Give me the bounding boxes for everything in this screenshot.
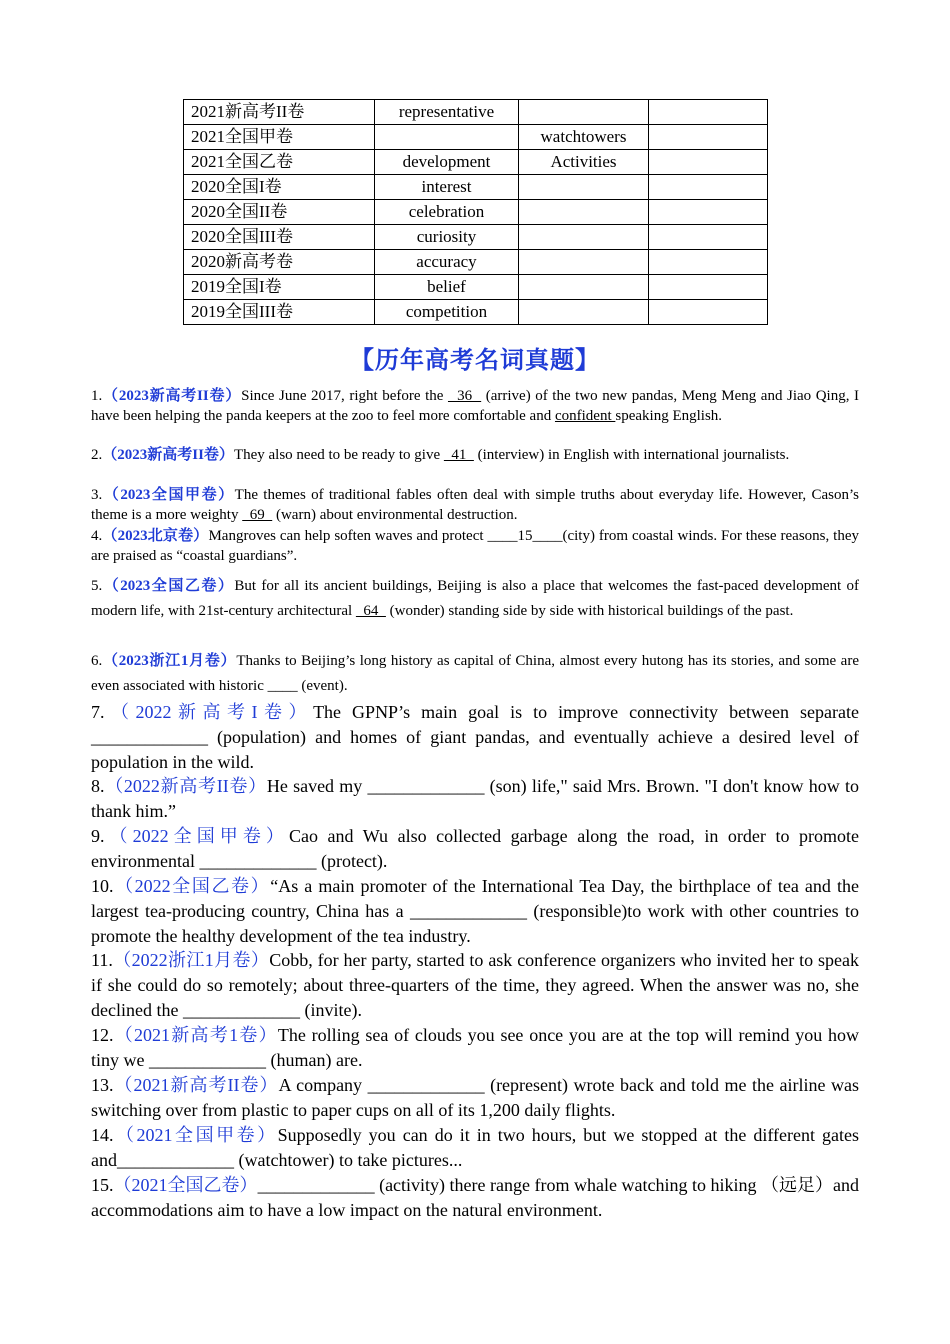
table-row — [184, 175, 768, 200]
question-source: （2021新高考1卷） — [113, 1025, 278, 1045]
question-number: 5. — [91, 578, 103, 594]
table-row — [184, 150, 768, 175]
question-number: 1. — [91, 388, 103, 404]
question-text: A company _____________ (represent) wrote back and told me the airline was switching over from plastic to paper cups on all of its 1,200 daily flights. — [91, 1075, 859, 1120]
question-14 — [91, 1123, 859, 1173]
table-row — [184, 225, 768, 250]
table-cell — [519, 275, 649, 300]
table-cell — [649, 275, 768, 300]
question-source: （2023新高考II卷） — [102, 388, 242, 404]
table-cell: watchtowers — [519, 125, 649, 150]
table-cell — [649, 175, 768, 200]
question-source: （2022新高考II卷） — [104, 776, 267, 796]
table-cell — [519, 250, 649, 275]
table-cell: 2021全国乙卷 — [184, 150, 375, 175]
table-row — [184, 300, 768, 325]
question-source: （2023全国甲卷） — [102, 487, 235, 503]
question-number: 2. — [91, 447, 103, 463]
question-5 — [91, 574, 859, 624]
question-source: （2022新高考I卷） — [104, 702, 314, 722]
table-row — [184, 125, 768, 150]
table-cell — [519, 300, 649, 325]
question-2 — [91, 446, 859, 466]
question-source: （2023全国乙卷） — [102, 578, 235, 594]
question-number: 14. — [91, 1125, 114, 1145]
question-number: 12. — [91, 1025, 114, 1045]
table-row — [184, 275, 768, 300]
question-number: 8. — [91, 776, 105, 796]
question-1 — [91, 387, 859, 426]
question-source: （2021全国乙卷） — [113, 1175, 258, 1195]
question-10 — [91, 874, 859, 949]
answer-table — [183, 99, 768, 325]
question-source: （2022浙江1月卷） — [112, 950, 270, 970]
table-cell — [519, 100, 649, 125]
table-cell: representative — [375, 100, 519, 125]
question-number: 13. — [91, 1075, 114, 1095]
question-text: _____________ (activity) there range from whale watching to hiking （远足）and accommodations aim to have a low impact on the natural environment. — [91, 1175, 860, 1220]
table-cell: 2021全国甲卷 — [184, 125, 375, 150]
question-text: Supposedly you can do it in two hours, but we stopped at the different gates and_____________ (watchtower) to take pictures... — [91, 1125, 859, 1170]
table-cell: competition — [375, 300, 519, 325]
table-cell: 2019全国I卷 — [184, 275, 375, 300]
table-cell — [649, 300, 768, 325]
question-source: （2022全国乙卷） — [113, 876, 271, 896]
question-text: (warn) about environmental destruction. — [272, 506, 518, 523]
table-cell — [649, 100, 768, 125]
question-text: They also need to be ready to give — [233, 447, 444, 463]
question-7 — [91, 700, 859, 775]
table-cell — [519, 175, 649, 200]
section-heading: 【历年高考名词真题】 — [350, 346, 600, 374]
table-cell: interest — [375, 175, 519, 200]
question-number: 11. — [91, 950, 113, 970]
table-cell: Activities — [519, 150, 649, 175]
table-cell — [649, 150, 768, 175]
table-cell: celebration — [375, 200, 519, 225]
question-source: （2021新高考II卷） — [113, 1075, 279, 1095]
question-source: （2023浙江1月卷） — [102, 653, 237, 669]
table-cell: accuracy — [375, 250, 519, 275]
table-cell — [649, 225, 768, 250]
question-number: 10. — [91, 876, 114, 896]
question-source: （2021全国甲卷） — [113, 1125, 278, 1145]
table-cell — [375, 125, 519, 150]
underlined-word: confident — [554, 407, 616, 424]
question-text: speaking English. — [615, 407, 723, 424]
question-9 — [91, 824, 859, 874]
table-row — [184, 250, 768, 275]
question-number: 15. — [91, 1175, 114, 1195]
question-text: Cobb, for her party, started to ask conference organizers who invited her to speak if she could do so remotely; about three-quarters of the time, they agreed. When the answer was no, she declined the _____________ (invite). — [91, 950, 859, 1020]
table-cell: 2020新高考卷 — [184, 250, 375, 275]
question-text: (arrive) of the two new pandas, Meng Meng and Jiao Qing, I have been helping the panda keepers at the zoo to feel more comfortable and — [91, 388, 860, 424]
question-number: 3. — [91, 487, 103, 503]
question-text: “As a main promoter of the International Tea Day, the birthplace of tea and the largest tea-producing country, China has a _____________ (responsible)to work with other countries to promote the healthy development of the tea industry. — [91, 876, 859, 946]
table-cell — [649, 200, 768, 225]
question-text: But for all its ancient buildings, Beijing is also a place that welcomes the fast-paced development of modern life, with 21st-century architectural — [91, 578, 859, 619]
question-text: Mangroves can help soften waves and protect ____15____(city) from coastal winds. For these reasons, they are praised as “coastal guardians”. — [91, 528, 859, 564]
question-text: Since June 2017, right before the — [241, 388, 448, 404]
question-12 — [91, 1023, 859, 1073]
answer-blank: 64 — [355, 603, 386, 619]
question-source: （2022全国甲卷） — [104, 826, 289, 846]
question-number: 6. — [91, 653, 103, 669]
table-cell — [649, 125, 768, 150]
table-cell: 2020全国I卷 — [184, 175, 375, 200]
question-text: Thanks to Beijing’s long history as capital of China, almost every hutong has its stories, and some are even associated with historic ____ (event). — [91, 653, 859, 694]
question-text: The rolling sea of clouds you see once you are at the top will remind you how tiny we _____________ (human) are. — [91, 1025, 859, 1070]
question-8 — [91, 774, 859, 824]
table-cell — [519, 200, 649, 225]
table-cell: 2019全国III卷 — [184, 300, 375, 325]
question-source: （2023北京卷） — [102, 528, 209, 544]
answer-blank: 36 — [447, 388, 482, 404]
table-row — [184, 200, 768, 225]
table-cell: 2020全国III卷 — [184, 225, 375, 250]
table-cell: belief — [375, 275, 519, 300]
question-13 — [91, 1073, 859, 1123]
question-text: The themes of traditional fables often deal with simple truths about everyday life. However, Cason’s theme is a more weighty — [91, 487, 859, 523]
question-15 — [91, 1173, 859, 1223]
table-cell: 2021新高考II卷 — [184, 100, 375, 125]
table-cell: curiosity — [375, 225, 519, 250]
table-row — [184, 100, 768, 125]
table-cell: development — [375, 150, 519, 175]
table-cell — [519, 225, 649, 250]
question-text: He saved my _____________ (son) life," said Mrs. Brown. "I don't know how to thank him.” — [91, 776, 859, 821]
question-number: 9. — [91, 826, 105, 846]
answer-blank: 41 — [443, 447, 474, 463]
table-cell: 2020全国II卷 — [184, 200, 375, 225]
question-number: 4. — [91, 528, 103, 544]
question-number: 7. — [91, 702, 105, 722]
table-cell — [649, 250, 768, 275]
question-3 — [91, 486, 859, 525]
question-text: The GPNP’s main goal is to improve connectivity between separate _____________ (population) and homes of giant pandas, and eventually achieve a desired level of population in the wild. — [91, 702, 859, 772]
answer-blank: 69 — [242, 506, 273, 523]
question-text: (wonder) standing side by side with historical buildings of the past. — [385, 603, 794, 619]
question-text: Cao and Wu also collected garbage along the road, in order to promote environmental _____________ (protect). — [91, 826, 860, 871]
question-6 — [91, 649, 859, 699]
question-11 — [91, 948, 859, 1023]
question-source: （2023新高考II卷） — [102, 447, 234, 463]
question-4 — [91, 527, 859, 566]
question-text: (interview) in English with international journalists. — [473, 447, 790, 463]
